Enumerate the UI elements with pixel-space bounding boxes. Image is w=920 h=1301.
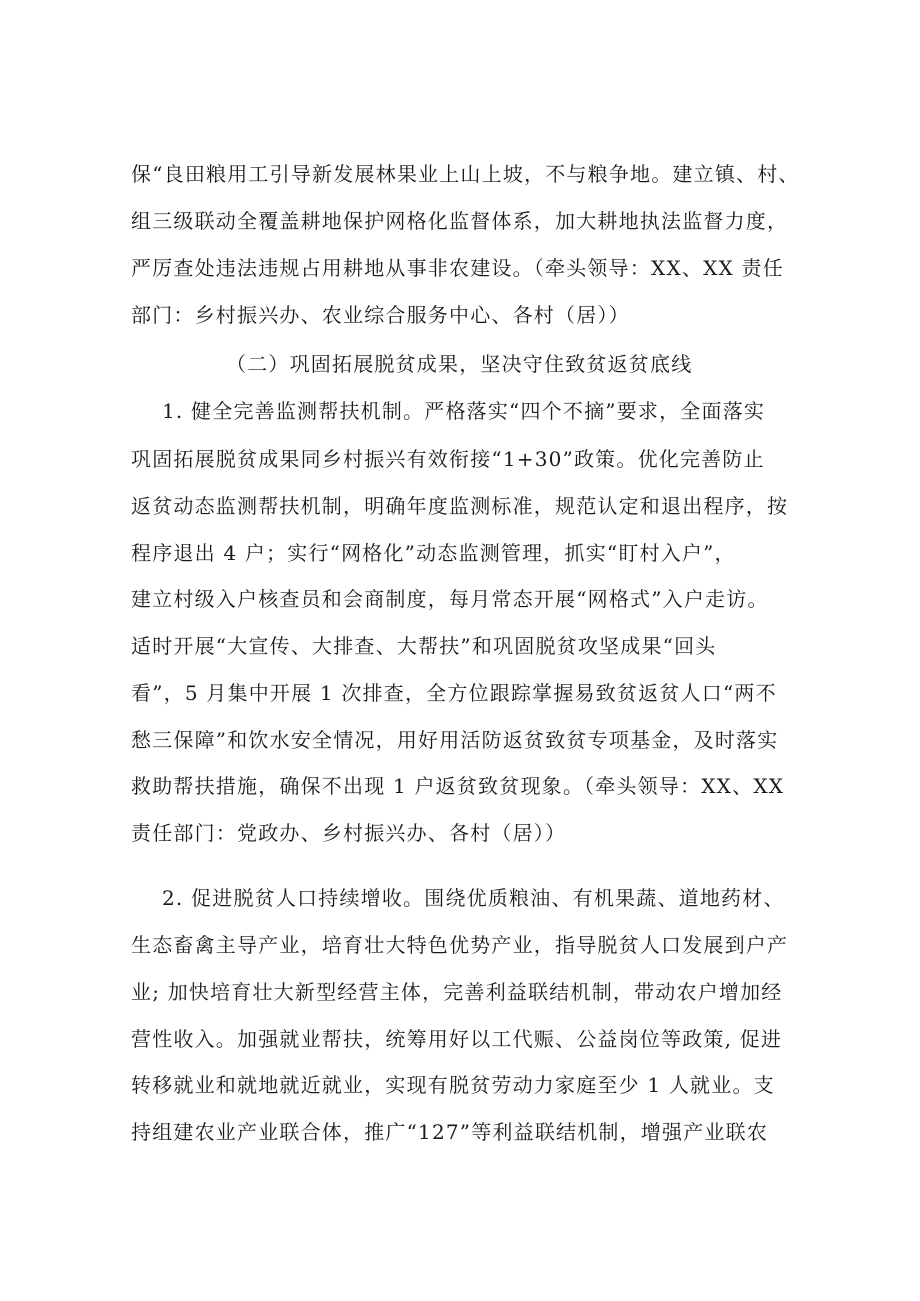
text-line: 建立村级入户核查员和会商制度，每月常态开展“网格式”入户走访。	[131, 587, 769, 611]
text-line: 保“良田粮用工引导新发展林果业上山上坡，不与粮争地。建立镇、村、	[131, 162, 800, 186]
text-line: 业; 加快培育壮大新型经营主体，完善利益联结机制，带动农户增加经	[131, 980, 783, 1004]
text-line: 组三级联动全覆盖耕地保护网格化监督体系，加大耕地执法监督力度，	[131, 209, 789, 233]
text-line: 愁三保障”和饮水安全情况，用好用活防返贫致贫专项基金，及时落实	[131, 728, 779, 752]
text-line: 部门：乡村振兴办、农业综合服务中心、各村（居））	[131, 303, 630, 327]
text-line: 责任部门：党政办、乡村振兴办、各村（居））	[131, 821, 567, 845]
text-line: 适时开展“大宣传、大排查、大帮扶”和巩固脱贫攻坚成果“回头	[131, 634, 717, 658]
text-line: 转移就业和就地就近就业，实现有脱贫劳动力家庭至少 1 人就业。支	[131, 1073, 775, 1097]
text-line: 1. 健全完善监测帮扶机制。严格落实“四个不摘”要求，全面落实	[162, 399, 766, 423]
text-line: 救助帮扶措施，确保不出现 1 户返贫致贫现象。（牵头领导：XX、XX	[131, 774, 785, 798]
text-line: 巩固拓展脱贫成果同乡村振兴有效衔接“1+30”政策。优化完善防止	[131, 447, 765, 471]
text-line: 严厉查处违法违规占用耕地从事非农建设。（牵头领导：XX、XX 责任	[131, 256, 784, 280]
section-heading: （二）巩固拓展脱贫成果，坚决守住致贫返贫底线	[226, 352, 693, 376]
text-line: 看”，5 月集中开展 1 次排查，全方位跟踪掌握易致贫返贫人口“两不	[131, 681, 777, 705]
text-line: 程序退出 4 户；实行“网格化”动态监测管理，抓实“盯村入户”，	[131, 541, 736, 565]
text-line: 持组建农业产业联合体，推广“127”等利益联结机制，增强产业联农	[131, 1120, 769, 1144]
text-line: 生态畜禽主导产业，培育壮大特色优势产业，指导脱贫人口发展到户产	[131, 933, 789, 957]
text-line: 营性收入。加强就业帮扶，统筹用好以工代赈、公益岗位等政策, 促进	[131, 1027, 783, 1051]
text-line: 2. 促进脱贫人口持续增收。围绕优质粮油、有机果蔬、道地药材、	[162, 886, 785, 910]
text-line: 返贫动态监测帮扶机制，明确年度监测标准，规范认定和退出程序，按	[131, 494, 789, 518]
